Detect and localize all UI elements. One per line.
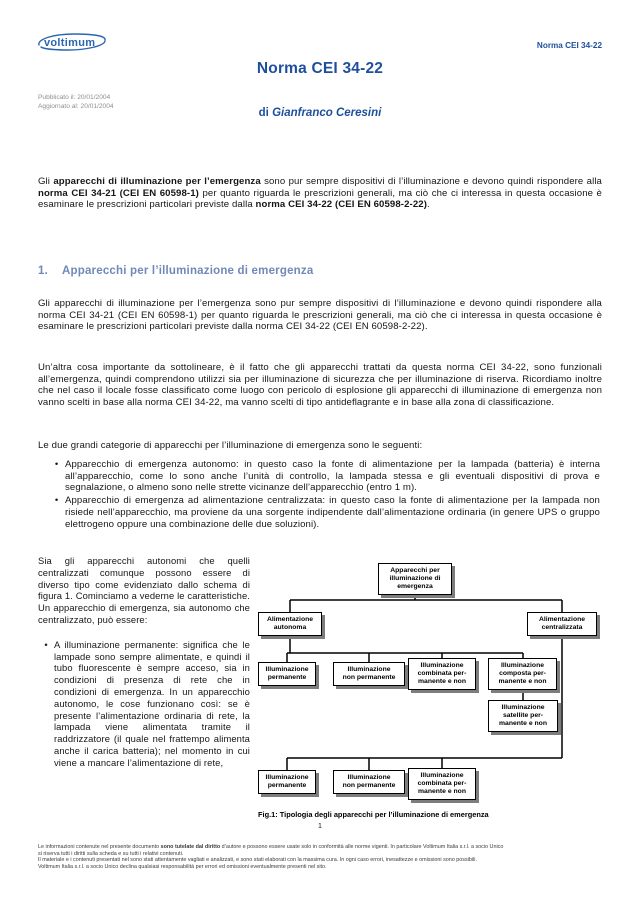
updated-date: Aggiornato al: 20/01/2004 — [38, 102, 114, 110]
paragraph: Un’altra cosa importante da sottolineare, è il fatto che gli apparecchi trattati da questa norma CEI 34-22, sono funzionali all’emergenza, quindi comprendono utilizzi sia per illuminazione di sicurezza che per illuminazione di riserva. Ricordiamo inoltre che nel caso il locale fosse classificato come luogo con pericolo di esplosione gli apparecchi di illuminazione di emergenza non vanno scelti in base alla norma CEI 34-22, ma vanno scelti di tipo antideflagrante e in base alla zona di classificazione. — [38, 362, 602, 409]
list-item-text: A illuminazione permanente: significa che le lampade sono sempre alimentate, e quindi il tubo fluorescente è sempre acceso, sia in condizioni di presenza di rete che in condizioni di emergenza. In un apparecchio autonomo, le cose funzionano così: se è presente l’alimentazione ordinaria di rete, la lampada viene alimentata tramite il raddrizzatore (il quale nel frattempo alimenta anche il carica batteria); nel momento in cui viene a mancare l’alimentazione di rete, — [54, 638, 250, 768]
figure-1-flowchart — [255, 558, 602, 808]
list-item — [48, 495, 600, 530]
section-heading-text: Apparecchi per l’illuminazione di emergenza — [62, 265, 314, 277]
intro-paragraph: Gli apparecchi di illuminazione per l’emergenza sono pur sempre dispositivi di l’illuminazione e devono quindi rispondere alla norma CEI 34-21 (CEI EN 60598-1) per quanto riguarda le prescrizioni generali, ma ciò che ci interessa in questa occasione è esaminare le prescrizioni particolari previste dalla norma CEI 34-22 (CEI EN 60598-2-22). — [38, 176, 602, 211]
bullet-icon: • — [54, 495, 59, 507]
footer-line: Voltimum Italia s.r.l. a socio Unico declina qualsiasi responsabilità per errori ed omissioni eventualmente presenti nel sito. — [38, 863, 327, 870]
flow-node-centr-illuminazione-permanente: Illuminazione permanente — [258, 770, 316, 794]
bullet-icon: • — [44, 638, 48, 650]
voltimum-logo-icon — [36, 28, 110, 56]
flow-node-alimentazione-autonoma: Alimentazione autonoma — [258, 612, 322, 636]
flow-node-alimentazione-centralizzata: Alimentazione centralizzata — [527, 612, 597, 636]
flow-node-auto-illuminazione-composta: Illuminazione composta per- manente e non — [488, 658, 557, 690]
page-title: Norma CEI 34-22 — [256, 60, 384, 77]
figure-caption: Fig.1: Tipologia degli apparecchi per l’illuminazione di emergenza — [258, 810, 489, 819]
flow-node-auto-illuminazione-permanente: Illuminazione permanente — [258, 662, 316, 686]
categories-lead: Le due grandi categorie di apparecchi per l’illuminazione di emergenza sono le seguenti: — [38, 440, 423, 451]
list-item-text: Apparecchio di emergenza autonomo: in questo caso la fonte di alimentazione per la lampada (batteria) è interna all’apparecchio, come lo sono anche l’unità di controllo, la lampada stessa e gli eventuali dispositivi di prova e segnalazione, o almeno sono nelle strette vicinanze dell’apparecchio (entro 1 m). — [65, 459, 600, 494]
list-item — [38, 639, 250, 769]
categories-list — [48, 459, 600, 531]
page-number: 1 — [317, 821, 323, 830]
list-item-text: Apparecchio di emergenza ad alimentazione centralizzata: in questo caso la fonte di alimentazione per la lampada non risiede nell’apparecchio, ma proviene da una sorgente indipendente dall’alimentazione ordinaria (in genere UPS o gruppo elettrogeno oppure una combinazione delle due soluzioni). — [65, 495, 600, 530]
running-header: Norma CEI 34-22 — [536, 41, 602, 50]
flow-node-auto-illuminazione-non-permanente: Illuminazione non permanente — [333, 662, 405, 686]
footer-line: Il materiale e i contenuti presentati nel sono stati attentamente vagliati e analizzati, e sono stati elaborati con la massima cura. In ogni caso errori, inesattezze e omissioni sono possibili. — [38, 857, 477, 864]
list-item — [48, 459, 600, 494]
flow-node-root: Apparecchi per illuminazione di emergenza — [378, 563, 452, 595]
published-date: Pubblicato il: 20/01/2004 — [38, 94, 111, 101]
flow-node-centr-illuminazione-combinata: Illuminazione combinata per- manente e non — [408, 768, 476, 800]
section-heading — [38, 265, 313, 277]
flow-node-auto-illuminazione-combinata: Illuminazione combinata per- manente e non — [408, 658, 476, 690]
voltimum-logo — [36, 28, 110, 56]
byline: di Gianfranco Ceresini — [258, 107, 382, 119]
footer-legal — [38, 844, 618, 870]
bullet-icon: • — [54, 459, 59, 470]
logo-text: voltimum — [44, 37, 96, 49]
paragraph: Sia gli apparecchi autonomi che quelli centralizzati comunque possono essere di diverso tipo come evidenziato dallo schema di figura 1. Cominciamo a vederne le caratteristiche. Un apparecchio di emergenza, sia autonomo che centralizzato, può essere: — [38, 555, 250, 625]
paragraph: Gli apparecchi di illuminazione per l’emergenza sono pur sempre dispositivi di l’illuminazione e devono quindi rispondere alla norma CEI 34-21 (CEI EN 60598-1) per quanto riguarda le prescrizioni generali, ma ciò che ci interessa in questa occasione è esaminare le prescrizioni particolari previste dalla norma CEI 34-22 (CEI EN 60598-2-22). — [38, 298, 602, 333]
left-column — [38, 555, 250, 770]
footer-line: si riserva tutti i diritti sulla scheda e su tutti i relativi contenuti. — [38, 850, 184, 857]
flow-node-centr-illuminazione-non-permanente: Illuminazione non permanente — [333, 770, 405, 794]
flow-node-illuminazione-satellite: Illuminazione satellite per- manente e non — [488, 700, 558, 732]
section-number: 1. — [38, 265, 48, 277]
footer-line: Le informazioni contenute nel presente documento sono tutelate dal diritto d’autore e possono essere usate solo in conformità alle norme vigenti. In particolare Voltimum Italia s.r.l. a socio Unico — [38, 844, 504, 850]
